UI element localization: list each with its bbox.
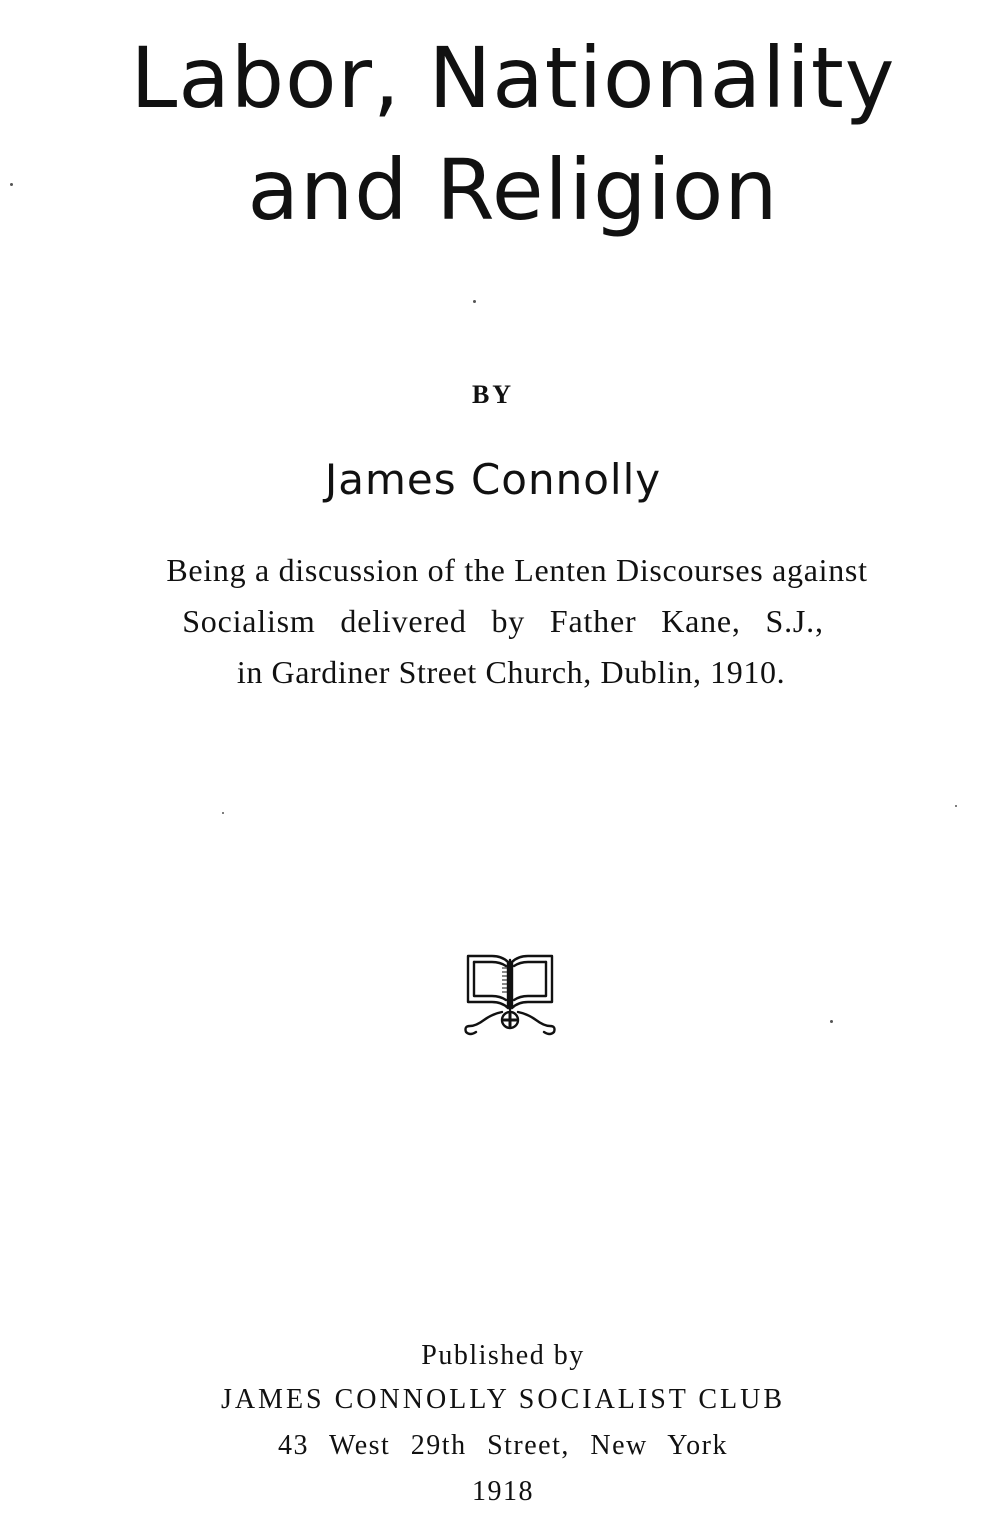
title-line-1: Labor, Nationality bbox=[130, 29, 896, 127]
scan-speck bbox=[955, 805, 957, 807]
publisher-address: 43 West 29th Street, New York bbox=[278, 1430, 728, 1461]
scan-speck bbox=[473, 300, 476, 303]
scan-speck bbox=[830, 1020, 833, 1023]
open-book-cross-icon bbox=[462, 950, 558, 1040]
published-by-label: Published by bbox=[421, 1340, 585, 1371]
publisher-name: JAMES CONNOLLY SOCIALIST CLUB bbox=[220, 1384, 786, 1415]
scan-speck bbox=[222, 812, 224, 814]
author-name: James Connolly bbox=[324, 455, 662, 504]
description-line-1: Being a discussion of the Lenten Discourses against bbox=[166, 552, 868, 588]
description-line-2: Socialism delivered by Father Kane, S.J., bbox=[182, 603, 824, 639]
by-label: BY bbox=[471, 380, 515, 409]
publication-year: 1918 bbox=[472, 1476, 534, 1507]
description-line-3: in Gardiner Street Church, Dublin, 1910. bbox=[236, 654, 786, 690]
title-line-2: and Religion bbox=[247, 141, 779, 239]
scan-speck bbox=[10, 183, 13, 186]
